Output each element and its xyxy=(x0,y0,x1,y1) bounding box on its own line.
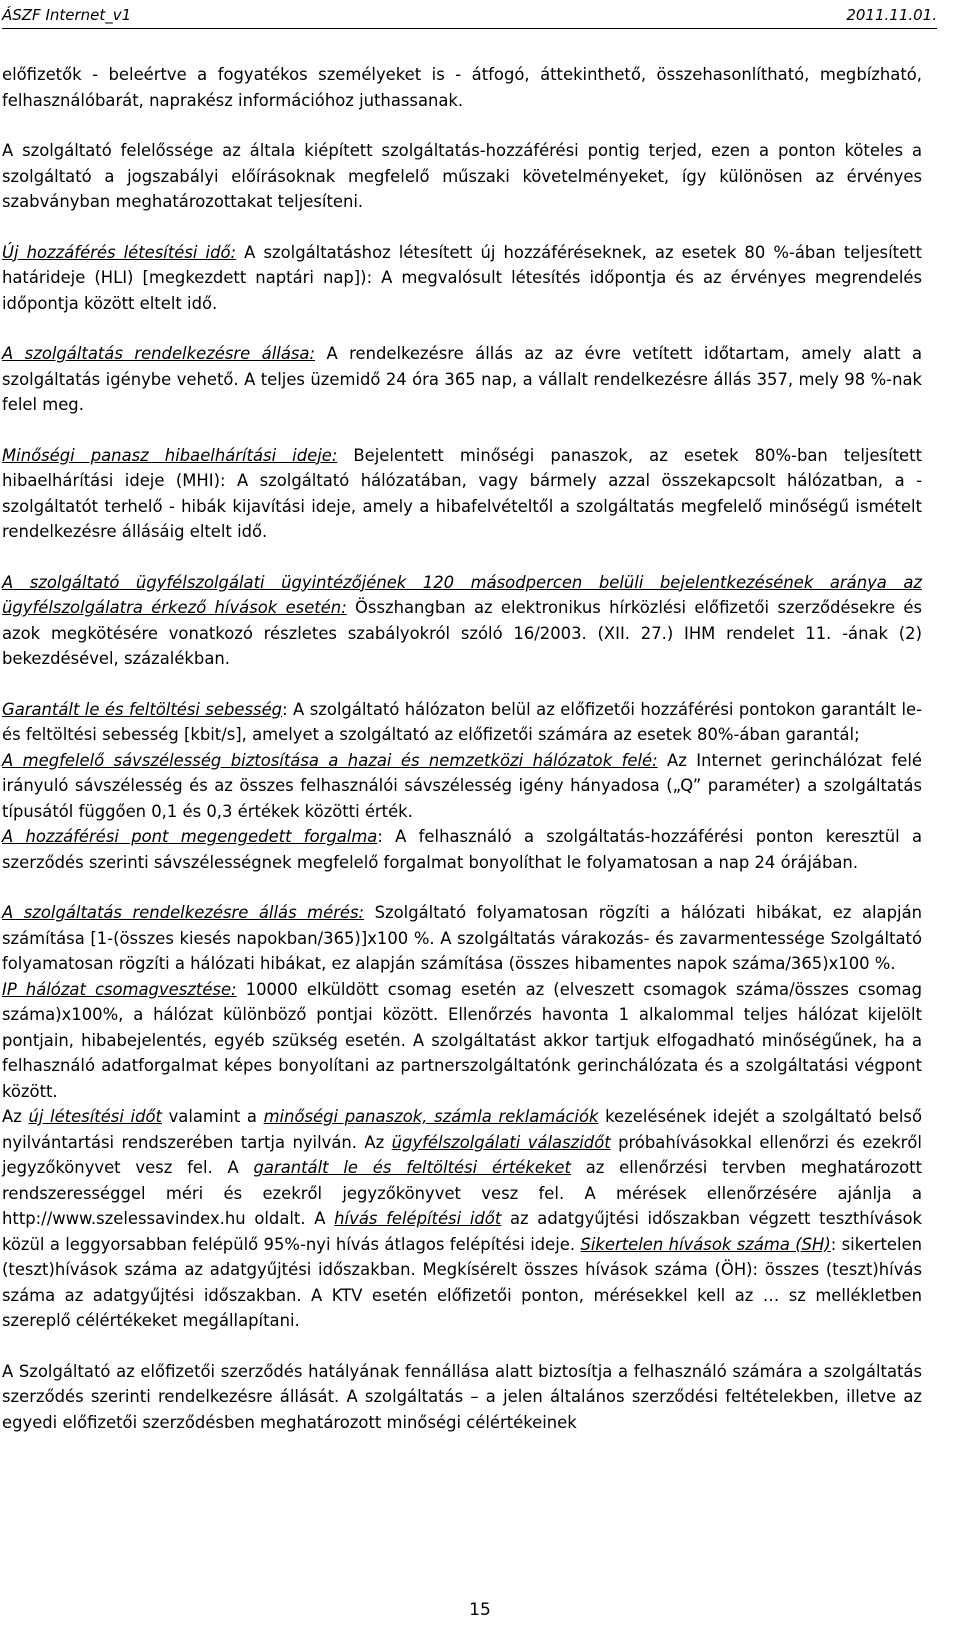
document-title: ÁSZF Internet_v1 xyxy=(2,6,132,24)
term-label: A hozzáférési pont megengedett forgalma xyxy=(2,827,378,846)
term-label: A szolgáltatás rendelkezésre állás mérés: xyxy=(2,903,365,922)
paragraph-availability-measurement xyxy=(2,900,922,977)
term-label: ügyfélszolgálati válaszidőt xyxy=(391,1132,611,1152)
paragraph-customer-service xyxy=(2,570,922,672)
text-run: próbahívásokkal ellenőrzi és ezekről jegyzőkönyvet vesz fel. A xyxy=(2,1132,922,1177)
term-label: új létesítési időt xyxy=(28,1107,162,1126)
page-number: 15 xyxy=(469,1600,491,1620)
paragraph-guaranteed-speed xyxy=(2,697,922,748)
paragraph-service-guarantee: A Szolgáltató az előfizetői szerződés hatályának fennállása alatt biztosítja a felhasználó számára a szolgáltatás szerződés szerinti rendelkezésre állását. A szolgáltatás – a jelen általános szerződési feltételekben, illetve az egyedi előfizetői szerződésben meghatározott minőségi célértékeinek xyxy=(2,1361,922,1432)
document-date: 2011.11.01. xyxy=(846,6,937,24)
term-text: A szolgáltatáshoz létesített új hozzáféréseknek, az esetek 80 %-ában teljesített határideje (HLI) [megkezdett naptári nap]): A megvalósult létesítés időpontja és az érvényes megrendelés időpontja között eltelt idő. xyxy=(2,242,923,313)
text-run: kezelésének idejét a szolgáltató belső nyilvántartási rendszerében tartja nyilván. Az xyxy=(2,1107,922,1152)
term-label: Új hozzáférés létesítési idő: xyxy=(2,242,237,262)
term-label: Sikertelen hívások száma (SH) xyxy=(580,1234,831,1254)
term-label: Minőségi panasz hibaelhárítási ideje: xyxy=(2,445,338,465)
text-run: az adatgyűjtési időszakban végzett teszthívások közül a leggyorsabban felépülő 95%-nyi hívás átlagos felépítési ideje. xyxy=(2,1209,923,1254)
term-label: minőségi panaszok, számla reklamációk xyxy=(263,1107,599,1126)
document-body xyxy=(2,62,922,1460)
page-header xyxy=(2,6,937,29)
paragraph-packet-loss xyxy=(2,977,922,1105)
term-text: : A szolgáltató hálózaton belül az előfizetői hozzáférési pontokon garantált le- és feltöltési sebesség [kbit/s], amelyet a szolgáltató az előfizetői számára az esetek 80%-ában garantál; xyxy=(2,699,922,744)
term-label: IP hálózat csomagvesztése: xyxy=(2,979,237,999)
term-text: A rendelkezésre állás az az évre vetített időtartam, amely alatt a szolgáltatás igénybe vehető. A teljes üzemidő 24 óra 365 nap, a vállalt rendelkezésre állás 357, mely 98 %-nak felel meg. xyxy=(2,344,923,414)
paragraph-availability xyxy=(2,341,922,418)
paragraph-access-traffic xyxy=(2,824,922,875)
term-label: A szolgáltató ügyfélszolgálati ügyintézőjének 120 másodpercen belüli bejelentkezésének aránya az ügyfélszolgálatra érkező hívások esetén: xyxy=(2,572,922,617)
term-text: Szolgáltató folyamatosan rögzíti a hálózati hibákat, ez alapján számítása [1-(összes kiesés napokban/365)]x100 %. A szolgáltatás várakozás- és zavarmentessége Szolgáltató folyamatosan rögzíti a hálózati hibákat, ez alapján számítása (összes hibamentes napok száma/365)x100 %. xyxy=(2,903,922,973)
term-text: 10000 elküldött csomag esetén az (elveszett csomagok száma/összes csomag száma)x100%, a hálózat különböző pontjai között. Ellenőrzés havonta 1 alkalommal teljes hálózat kijelölt pontjain, hibabejelentés, egyéb szükség esetén. A szolgáltatást akkor tartjuk elfogadható minőségűnek, ha a felhasználó adatforgalmat képes bonyolítani az partnerszolgáltatónk gerinchálózata és a szolgáltatási végpont között. xyxy=(2,979,923,1101)
term-text: Bejelentett minőségi panaszok, az esetek 80%-ban teljesített hibaelhárítási ideje (MHI): A szolgáltató hálózatában, vagy bármely azzal összekapcsolt hálózatban, a - szolgáltatót terhelő - hibák kijavítási ideje, amely a hibafelvételtől a szolgáltatás megfelelő minőségű ismételt rendelkezésre állásáig eltelt idő. xyxy=(2,445,922,541)
term-text: Az Internet gerinchálózat felé irányuló sávszélesség és az összes felhasználói sávszélesség igény hányadosa („Q” paraméter) a szolgáltatás típusától függően 0,1 és 0,3 értékek közötti érték. xyxy=(2,750,922,821)
text-run: valamint a xyxy=(161,1107,264,1126)
term-text: : A felhasználó a szolgáltatás-hozzáférési ponton keresztül a szerződés szerinti sávszélességnek megfelelő forgalmat bonyolíthat le folyamatosan a nap 24 órájában. xyxy=(2,827,923,872)
paragraph-bandwidth xyxy=(2,748,922,825)
term-label: hívás felépítési időt xyxy=(334,1209,502,1228)
paragraph-subscriber-info: előfizetők - beleértve a fogyatékos személyeket is - átfogó, áttekinthető, összehasonlítható, megbízható, felhasználóbarát, naprakész információhoz juthassanak. xyxy=(2,65,922,110)
term-label: Garantált le és feltöltési sebesség xyxy=(2,699,283,719)
term-label: garantált le és feltöltési értékeket xyxy=(253,1158,571,1177)
text-run: : sikertelen (teszt)hívások száma az adatgyűjtési időszakban. Megkísérelt összes hívások száma (ÖH): összes (teszt)hívás száma az adatgyűjtési időszakban. A KTV esetén előfizetői ponton, mérésekkel kell az … sz mellékletben szereplő célértékeket megállapítani. xyxy=(2,1234,922,1330)
paragraph-new-access-time xyxy=(2,240,922,317)
text-run: az ellenőrzési tervben meghatározott rendszerességgel méri és ezekről jegyzőkönyvet vesz fel. A mérések ellenőrzésére ajánlja a http://www.szelessavindex.hu oldalt. A xyxy=(2,1158,922,1228)
paragraph-provider-responsibility: A szolgáltató felelőssége az általa kiépített szolgáltatás-hozzáférési pontig terjed, ezen a ponton köteles a szolgáltató a jogszabályi előírásoknak megfelelő műszaki követelményeket, így különösen az érvényes szabványban meghatározottakat teljesíteni. xyxy=(2,141,922,211)
paragraph-fault-repair xyxy=(2,443,922,545)
text-run: Az xyxy=(2,1107,29,1126)
paragraph-measurement-methods xyxy=(2,1104,922,1334)
term-label: A megfelelő sávszélesség biztosítása a hazai és nemzetközi hálózatok felé: xyxy=(2,750,658,770)
term-label: A szolgáltatás rendelkezésre állása: xyxy=(2,344,315,363)
term-text: Összhangban az elektronikus hírközlési előfizetői szerződésekre és azok megkötésére vonatkozó részletes szabályokról szóló 16/2003. (XII. 27.) IHM rendelet 11. -ának (2) bekezdésével, százalékban. xyxy=(2,598,922,668)
